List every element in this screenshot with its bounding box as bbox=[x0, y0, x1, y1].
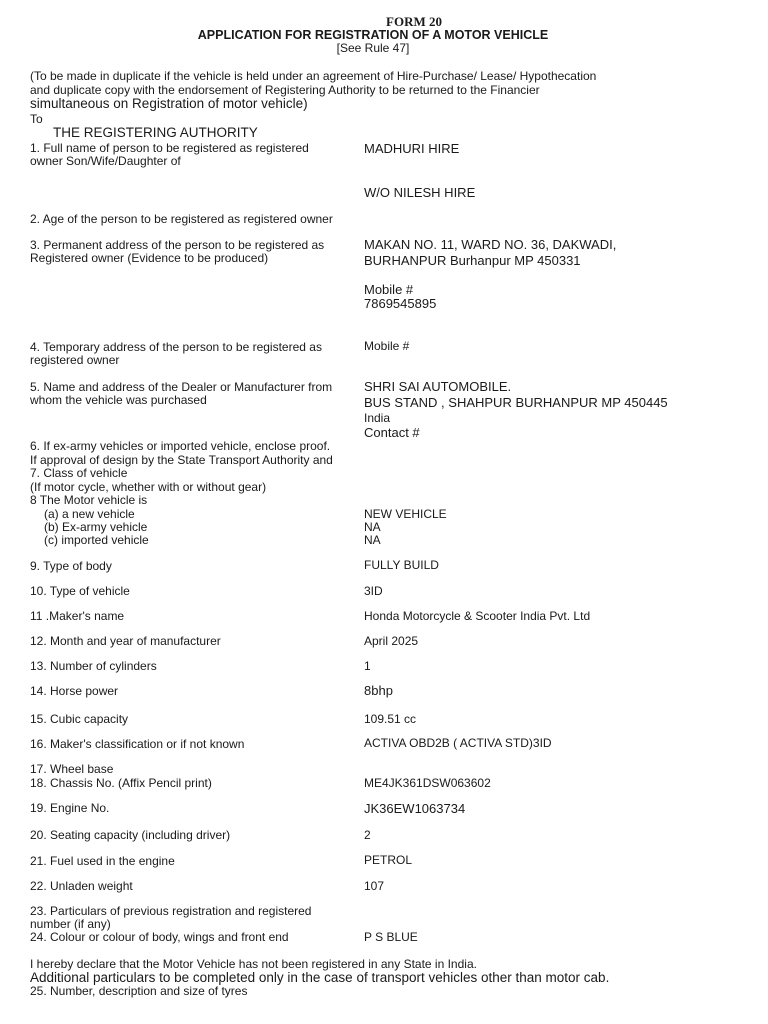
permanent-address-line-2: BURHANPUR Burhanpur MP 450331 bbox=[364, 253, 581, 268]
field-2-label: 2. Age of the person to be registered as registered owner bbox=[30, 212, 333, 226]
field-5-label-line-1: 5. Name and address of the Dealer or Manufacturer from bbox=[30, 380, 333, 394]
field-13-value: 1 bbox=[364, 659, 371, 673]
field-11-value: Honda Motorcycle & Scooter India Pvt. Ltd bbox=[364, 609, 591, 623]
temporary-mobile-label: Mobile # bbox=[364, 339, 410, 353]
field-15-label: 15. Cubic capacity bbox=[30, 712, 129, 726]
field-12-label: 12. Month and year of manufacturer bbox=[30, 634, 221, 648]
field-22-label: 22. Unladen weight bbox=[30, 879, 133, 893]
field-21-value: PETROL bbox=[364, 853, 413, 867]
declaration-line-1: I hereby declare that the Motor Vehicle has not been registered in any State in India. bbox=[30, 957, 477, 971]
field-13-label: 13. Number of cylinders bbox=[30, 659, 157, 673]
field-18-value: ME4JK361DSW063602 bbox=[364, 776, 491, 790]
field-14-label: 14. Horse power bbox=[30, 684, 119, 698]
owner-relation-value: W/O NILESH HIRE bbox=[364, 185, 476, 200]
field-10-label: 10. Type of vehicle bbox=[30, 584, 130, 598]
dealer-country: India bbox=[364, 411, 391, 425]
field-9-label: 9. Type of body bbox=[30, 559, 112, 573]
intro-line-1: (To be made in duplicate if the vehicle is held under an agreement of Hire-Purchase/ Lease/ Hypothecation bbox=[30, 69, 597, 83]
field-24-value: P S BLUE bbox=[364, 930, 418, 944]
field-7-note: (If motor cycle, whether with or without gear) bbox=[30, 480, 267, 494]
field-25-label: 25. Number, description and size of tyres bbox=[30, 984, 248, 998]
permanent-mobile-label: Mobile # bbox=[364, 282, 414, 297]
field-24-label: 24. Colour or colour of body, wings and front end bbox=[30, 930, 289, 944]
form-number: FORM 20 bbox=[386, 14, 442, 29]
form-title: APPLICATION FOR REGISTRATION OF A MOTOR VEHICLE bbox=[197, 28, 549, 42]
field-8c-label: (c) imported vehicle bbox=[44, 533, 149, 547]
field-5-label-line-2: whom the vehicle was purchased bbox=[30, 393, 207, 407]
rule-reference: [See Rule 47] bbox=[336, 41, 410, 55]
field-6-label-line-1: 6. If ex-army vehicles or imported vehicle, enclose proof. bbox=[30, 439, 331, 453]
dealer-contact-label: Contact # bbox=[364, 425, 420, 440]
permanent-mobile-value: 7869545895 bbox=[364, 296, 437, 311]
field-22-value: 107 bbox=[364, 879, 385, 893]
field-1-label-line-2: owner Son/Wife/Daughter of bbox=[30, 154, 181, 168]
field-11-label: 11 .Maker's name bbox=[30, 609, 125, 623]
field-16-value: ACTIVA OBD2B ( ACTIVA STD)3ID bbox=[364, 736, 552, 750]
field-16-label: 16. Maker's classification or if not known bbox=[30, 737, 245, 751]
field-1-label-line-1: 1. Full name of person to be registered as registered bbox=[30, 141, 309, 155]
field-23-label-line-1: 23. Particulars of previous registration and registered bbox=[30, 904, 312, 918]
field-8b-label: (b) Ex-army vehicle bbox=[44, 520, 148, 534]
field-9-value: FULLY BUILD bbox=[364, 558, 439, 572]
field-4-label-line-2: registered owner bbox=[30, 353, 120, 367]
intro-line-2: and duplicate copy with the endorsement of Registering Authority to be returned to the Financier bbox=[30, 83, 540, 97]
field-20-label: 20. Seating capacity (including driver) bbox=[30, 828, 231, 842]
field-19-label: 19. Engine No. bbox=[30, 801, 110, 815]
field-8c-value: NA bbox=[364, 533, 381, 547]
field-8a-value: NEW VEHICLE bbox=[364, 507, 447, 521]
field-8a-label: (a) a new vehicle bbox=[44, 507, 135, 521]
field-20-value: 2 bbox=[364, 828, 371, 842]
field-8-label: 8 The Motor vehicle is bbox=[30, 493, 148, 507]
field-19-value: JK36EW1063734 bbox=[364, 801, 466, 816]
field-21-label: 21. Fuel used in the engine bbox=[30, 854, 175, 868]
permanent-address-line-1: MAKAN NO. 11, WARD NO. 36, DAKWADI, bbox=[364, 237, 617, 252]
field-12-value: April 2025 bbox=[364, 634, 419, 648]
owner-name-value: MADHURI HIRE bbox=[364, 141, 460, 156]
field-8b-value: NA bbox=[364, 520, 381, 534]
field-3-label-line-1: 3. Permanent address of the person to be registered as bbox=[30, 238, 325, 252]
field-3-label-line-2: Registered owner (Evidence to be produced) bbox=[30, 251, 269, 265]
intro-line-3: simultaneous on Registration of motor vehicle) bbox=[30, 96, 308, 111]
field-17-label: 17. Wheel base bbox=[30, 762, 114, 776]
field-10-value: 3ID bbox=[364, 584, 383, 598]
field-18-label: 18. Chassis No. (Affix Pencil print) bbox=[30, 776, 212, 790]
dealer-name: SHRI SAI AUTOMOBILE. bbox=[364, 379, 512, 394]
registering-authority: THE REGISTERING AUTHORITY bbox=[53, 125, 258, 140]
field-6-label-line-2: If approval of design by the State Transport Authority and bbox=[30, 453, 333, 467]
dealer-address: BUS STAND , SHAHPUR BURHANPUR MP 450445 bbox=[364, 395, 668, 410]
field-4-label-line-1: 4. Temporary address of the person to be registered as bbox=[30, 340, 322, 354]
field-15-value: 109.51 cc bbox=[364, 712, 417, 726]
field-23-label-line-2: number (if any) bbox=[30, 917, 111, 931]
field-7-label: 7. Class of vehicle bbox=[30, 466, 128, 480]
field-14-value: 8bhp bbox=[364, 683, 393, 698]
to-label: To bbox=[30, 112, 43, 126]
declaration-line-2: Additional particulars to be completed only in the case of transport vehicles other than motor cab. bbox=[30, 970, 610, 985]
